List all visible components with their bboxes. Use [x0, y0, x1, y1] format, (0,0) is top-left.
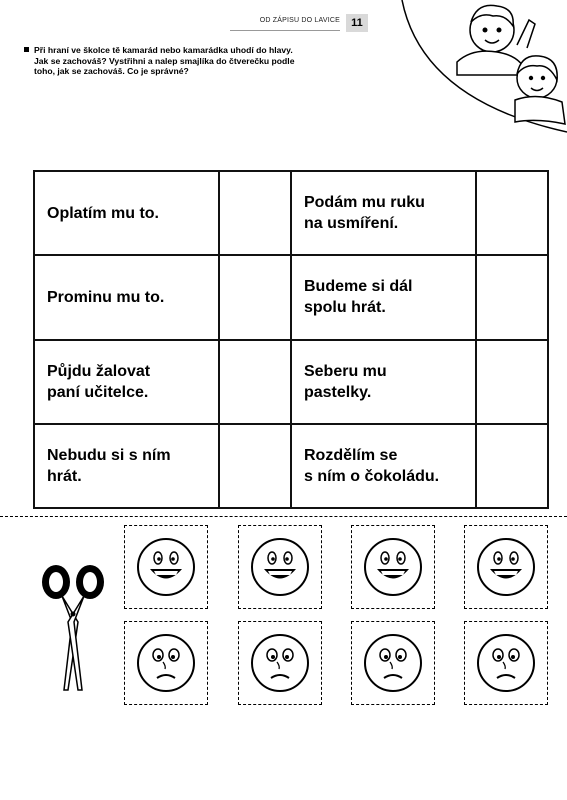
option-cell — [291, 255, 476, 339]
option-text-line: Nebudu si s ním — [47, 446, 171, 464]
page-header — [230, 14, 370, 32]
option-text-line: pastelky. — [303, 383, 372, 401]
option-text-line: s ním o čokoládu. — [303, 467, 440, 485]
header-title: OD ZÁPISU DO LAVICE — [259, 17, 340, 24]
table-row — [34, 424, 548, 508]
option-text-line: Budeme si dál — [303, 278, 413, 296]
page-number: 11 — [346, 14, 368, 32]
scissors-icon — [38, 562, 108, 692]
children-illustration — [397, 0, 567, 140]
sticker-slot[interactable] — [476, 340, 548, 424]
sad-sticker[interactable] — [351, 621, 435, 705]
instruction-line: Jak se zachováš? Vystřihni a nalep smajlíka do čtverečku podle — [34, 55, 295, 66]
sad-smiley-icon — [475, 632, 537, 694]
sad-smiley-icon — [362, 632, 424, 694]
happy-smiley-icon — [249, 536, 311, 598]
sad-sticker[interactable] — [464, 621, 548, 705]
table-row — [34, 255, 548, 339]
option-text-line: Podám mu ruku — [303, 194, 425, 212]
sticker-slot[interactable] — [219, 171, 291, 255]
bullet-icon — [24, 47, 29, 52]
option-text: Prominu mu to. — [47, 288, 165, 306]
header-divider — [230, 30, 340, 31]
sticker-slot[interactable] — [476, 171, 548, 255]
choices-table — [33, 170, 549, 509]
sad-smiley-icon — [249, 632, 311, 694]
option-text-line: spolu hrát. — [303, 299, 386, 317]
option-text-line: paní učitelce. — [47, 383, 149, 401]
option-text-line: Rozdělím se — [303, 446, 398, 464]
happy-smiley-icon — [362, 536, 424, 598]
option-text-line: hrát. — [47, 467, 82, 485]
sticker-slot[interactable] — [219, 424, 291, 508]
option-cell — [291, 171, 476, 255]
option-cell — [34, 171, 219, 255]
sticker-slot[interactable] — [476, 255, 548, 339]
sad-sticker[interactable] — [238, 621, 322, 705]
sticker-slot[interactable] — [476, 424, 548, 508]
happy-smiley-icon — [135, 536, 197, 598]
sad-sticker[interactable] — [124, 621, 208, 705]
happy-sticker[interactable] — [464, 525, 548, 609]
sticker-sheet — [124, 525, 554, 709]
happy-sticker[interactable] — [238, 525, 322, 609]
option-cell — [34, 340, 219, 424]
option-cell — [34, 255, 219, 339]
sticker-slot[interactable] — [219, 340, 291, 424]
instructions — [34, 45, 374, 77]
table-row — [34, 340, 548, 424]
option-text-line: Půjdu žalovat — [47, 362, 151, 380]
option-text: Oplatím mu to. — [47, 204, 159, 222]
cut-line — [0, 516, 567, 517]
option-text-line: Seberu mu — [303, 362, 387, 380]
table-row — [34, 171, 548, 255]
sad-smiley-icon — [135, 632, 197, 694]
option-cell — [34, 424, 219, 508]
instruction-line: toho, jak se zachováš. Co je správné? — [34, 66, 189, 76]
sticker-slot[interactable] — [219, 255, 291, 339]
happy-smiley-icon — [475, 536, 537, 598]
option-text-line: na usmíření. — [303, 215, 399, 233]
option-cell — [291, 340, 476, 424]
instruction-line: Při hraní ve školce tě kamarád nebo kamarádka uhodí do hlavy. — [34, 45, 293, 55]
option-cell — [291, 424, 476, 508]
happy-sticker[interactable] — [124, 525, 208, 609]
happy-sticker[interactable] — [351, 525, 435, 609]
